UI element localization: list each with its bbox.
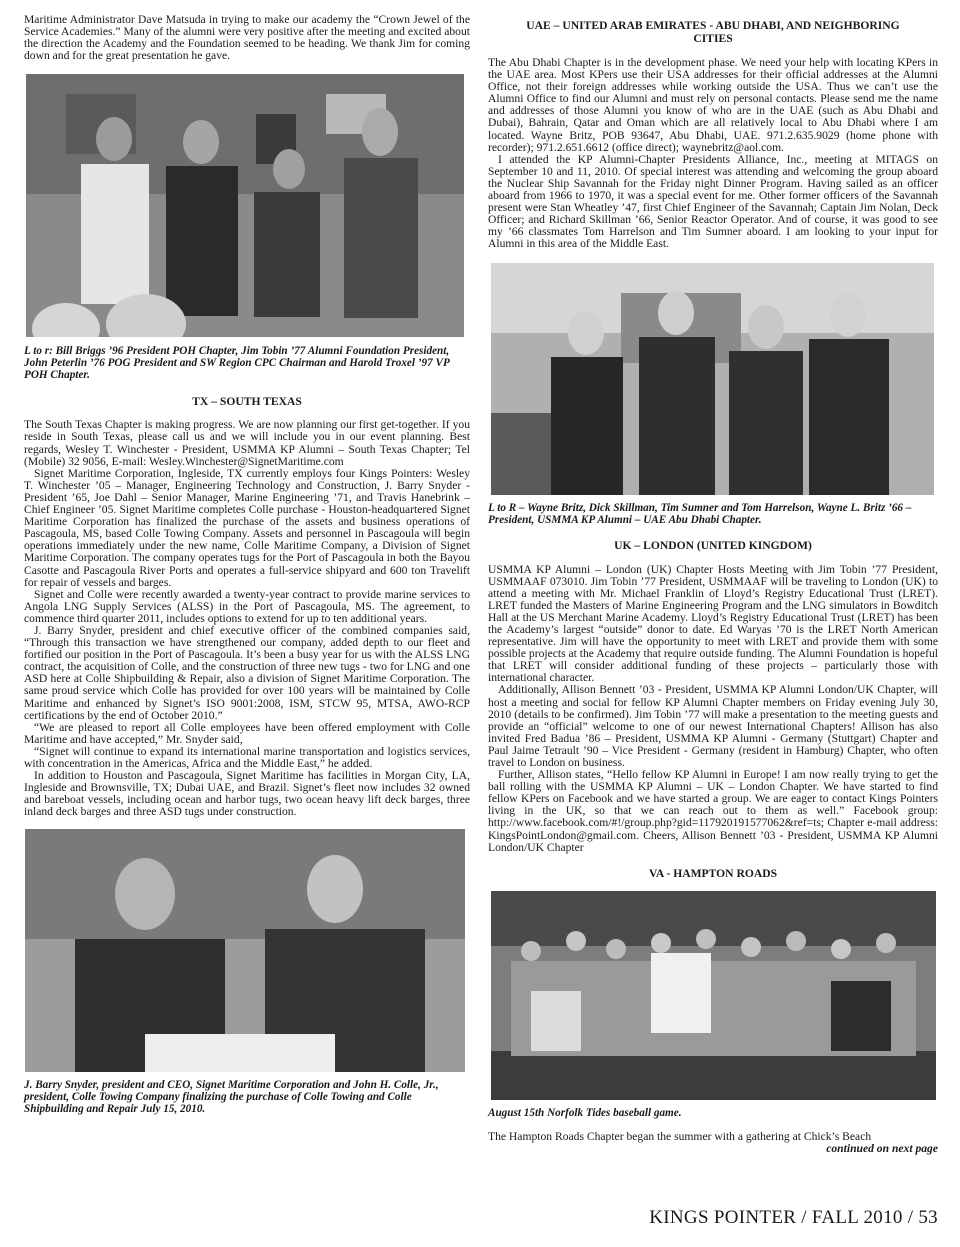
tx-paragraph: The South Texas Chapter is making progress. We are now planning our first get-together. If you reside in South Texas, please call us and we will include you in our event planning. Best regards, Wesley T. Winchester - President, USMMA KP Alumni – South Texas Chapter; Tel (Mobile) 32 9056, E-mail: Wesley.Winchester@SignetMaritime.com <box>24 418 470 468</box>
tx-heading: TX – SOUTH TEXAS <box>192 395 302 409</box>
uk-heading: UK – LONDON (UNITED KINGDOM) <box>614 538 812 552</box>
photo-norfolk-tides <box>491 891 936 1100</box>
page-footer: KINGS POINTER / FALL 2010 / 53 <box>649 1207 938 1228</box>
tx-paragraph: “We are pleased to report all Colle employees have been offered employment with Colle Maritime and have accepted,” Mr. Snyder said, <box>24 720 470 746</box>
uae-paragraph: I attended the KP Alumni-Chapter Presidents Alliance, Inc., meeting at MITAGS on September 10 and 11, 2010. Of special interest was attending and welcoming the group aboard the Nuclear Ship Savannah for the Friday night Dinner Program. Having sailed as an officer aboard from 1966 to 1970, it was a special event for me. Other former officers of the Savannah present were Stan Wheatley ’47, first Chief Engineer of the Savannah; Captain Jim Nolan, Deck Officer; and Richard Skillman ’66, Senior Reactor Operator. And of course, it was good to see my ’66 classmates Tom Harrelson and Tim Sumner aboard. I am looking to your input for Alumni in this area of the Middle East. <box>488 152 938 251</box>
photo-signet-colle <box>25 829 465 1072</box>
uk-paragraph: USMMA KP Alumni – London (UK) Chapter Hosts Meeting with Jim Tobin ’77 President, USMMAAF 073010. Jim Tobin ’77 President, USMMAAF will be traveling to London (UK) to attend a meeting with Mr. Michael Franklin of Lloyd’s Registry Educational Trust (LRET). LRET funded the Masters of Marine Engineering Program and the LNG simulators in Bowditch Hall at the US Merchant Marine Academy. Lloyd’s Registry Educational Trust (LRET) has been the Academy’s largest “outside” donor to date. Ed Waryas ’70 is the LRET North American representative. Jim will have the opportunity to meet with LRET and provide them with some possible projects at the Academy that require outside funding. The Alumni Foundation is hopeful that LRET will consider additional funding of these projects – particularly those with international character. <box>488 562 938 685</box>
photo-poh-caption: L to r: Bill Briggs ’96 President POH Chapter, Jim Tobin ’77 Alumni Foundation President, John Peterlin ’76 POG President and SW Region CPC Chairman and Harold Troxel ’97 VP POH Chapter. <box>24 345 450 382</box>
photo-signet-caption: J. Barry Snyder, president and CEO, Signet Maritime Corporation and John H. Colle, Jr., president, Colle Towing Company finalizing the purchase of Colle Towing and Colle Shipbuilding and Repair July 15, 2010. <box>24 1079 439 1116</box>
va-paragraph: The Hampton Roads Chapter began the summer with a gathering at Chick’s Beach <box>488 1129 872 1143</box>
photo-uae-chapter <box>491 263 934 495</box>
uk-paragraph: Further, Allison states, “Hello fellow KP Alumni in Europe! I am now really trying to get the ball rolling with the USMMA KP Alumni – UK – London Chapter. We have started to find fellow KPers on Facebook and we have started a group. We are eager to contact Kings Pointers living in the UK, so that we can reach out to them as well.” Facebook group: http://www.facebook.com/#!/group.php?gid=117920191577062&ref=ts; Chapter e-mail address: KingsPointLondon@gmail.com. Cheers, Allison Bennett ’03 - President, USMMA KP Alumni London/UK Chapter <box>488 768 938 854</box>
tx-paragraph: Signet Maritime Corporation, Ingleside, TX currently employs four Kings Pointers: Wesley T. Winchester ’05 – Manager, Engineering Technology and Construction, J. Barry Snyder - President ’65, Joe Dahl – Senior Manager, Marine Engineering ’71, and Travis Hanebrink – Chief Engineer ’05. Signet Maritime completes Colle purchase - Houston-headquartered Signet Maritime Corporation has finalized the purchase of the assets and business operations of Pascagoula, MS, based Colle Towing Company. Assets and personnel in Pascagoula will begin operations immediately under the new name, Colle Maritime Company, a Division of Signet Maritime Corporation. The company operates tugs for the Port of Pascagoula in both the Bayou Casotte and Pascagoula River Ports and operates a full-service shipyard and 600 ton Travelift for repair of vessels and barges. <box>24 466 470 589</box>
uk-paragraph: Additionally, Allison Bennett ’03 - President, USMMA KP Alumni London/UK Chapter, will host a meeting and social for fellow KP Alumni Chapter members on Friday evening July 30, 2010 (details to be confirmed). Jim Tobin ’77 will make a presentation to the meeting guests and provide an “official” welcome to one of our newest International Chapters! Allison has also invited Fred Badua ’86 – President, USMMA KP Alumni - Germany (Stuttgart) Chapter and Paul Jaime Tetrault ’90 – Vice President - Germany (resident in Hamburg) Chapter, who often travel to London on business. <box>488 683 938 769</box>
intro-paragraph: Maritime Administrator Dave Matsuda in trying to make our academy the “Crown Jewel of the Service Academies.” Many of the alumni were very positive after the meeting and excited about the direction the Academy and the Foundation seemed to be heading. We thank Jim for coming down and for the great presentation he gave. <box>24 13 470 63</box>
right-column <box>488 14 938 1155</box>
photo-norfolk-caption: August 15th Norfolk Tides baseball game. <box>488 1106 682 1119</box>
continued-note: continued on next page <box>826 1141 938 1155</box>
uae-heading: UAE – UNITED ARAB EMIRATES - ABU DHABI, AND NEIGHBORING CITIES <box>526 19 900 45</box>
va-heading: VA - HAMPTON ROADS <box>648 866 778 880</box>
tx-paragraph: In addition to Houston and Pascagoula, Signet Maritime has facilities in Morgan City, LA, Ingleside and Brownsville, TX; Dubai UAE, and Brazil. Signet’s fleet now includes 32 owned and bareboat vessels, including ocean and harbor tugs, two ocean heavy lift deck barges, three inland deck barges and three ASD tugs under construction. <box>24 769 470 819</box>
uae-paragraph: The Abu Dhabi Chapter is in the development phase. We need your help with locating KPers in the UAE area. Most KPers use their USA addresses for their official addresses at the Alumni Office, not their foreign addresses while working outside the USA. Thus we can’t use the Alumni Office to find our Alumni and must rely on personal contacts. Please send me the name and addresses of those Alumni you know of who are in the UAE (such as Abu Dhabi and Dubai), Bahrain, Qatar and Oman which are all relatively local to Abu Dhabi where I am located. Wayne Britz, POB 93647, Abu Dhabi, UAE. 971.2.635.9029 (home phone with recorder); 971.2.651.6612 (office direct); waynebritz@aol.com. <box>488 56 938 154</box>
tx-paragraph: “Signet will continue to expand its international marine transportation and logistics services, with concentration in the Americas, Africa and the Middle East,” he added. <box>24 744 470 770</box>
photo-poh-chapter <box>26 74 464 337</box>
left-column <box>24 14 470 1115</box>
tx-paragraph: Signet and Colle were recently awarded a twenty-year contract to provide marine services to Angola LNG Supply Services (ALSS) in the Port of Pascagoula, MS. The agreement, to commence third quarter 2011, includes options to extend for up to ten additional years. <box>24 587 470 625</box>
photo-uae-caption: L to R – Wayne Britz, Dick Skillman, Tim Sumner and Tom Harrelson, Wayne L. Britz ’66 – President, USMMA KP Alumni – UAE Abu Dhabi Chapter. <box>488 501 912 526</box>
tx-paragraph: J. Barry Snyder, president and chief executive officer of the combined companies said, “Through this transaction we have strengthened our company, added depth to our fleet and fortified our position in the Port of Pascagoula. It’s been a busy year for us with the ALSS LNG contract, the acquisition of Colle, and the construction of three new tugs - two for LNG and one ASD here at Colle Shipbuilding & Repair, also a division of Signet Maritime Corporation. The same proud service which Colle has provided for over 100 years will be maintained by Colle Maritime and enhanced by Signet’s ISO 9001:2008, ISM, STCW 95, MTSA, AWO-RCP certifications by the end of October 2010.” <box>24 623 470 722</box>
